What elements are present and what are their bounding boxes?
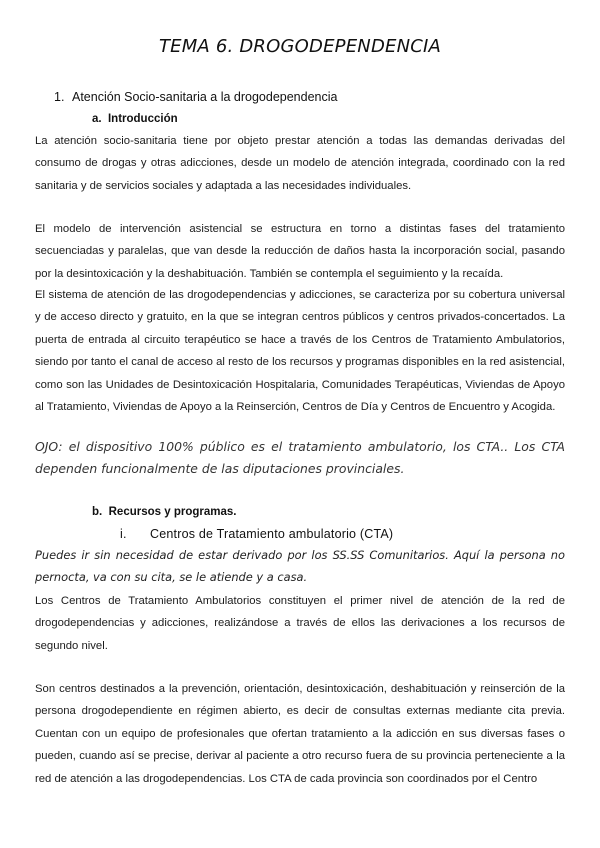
paragraph-system: El sistema de atención de las drogodependencias y adicciones, se caracteriza por su cobertura universal y de acceso directo y gratuito, en la que se integran centros públicos y centros privados-concertados. La puerta de entrada al circuito terapéutico se hace a través de los Centros de Tratamiento Ambulatorios, siendo por tanto el canal de acceso al resto de los recursos y programas disponibles en la red asistencial, como son las Unidades de Desintoxicación Hospitalaria, Comunidades Terapéuticas, Viviendas de Apoyo al Tratamiento, Viviendas de Apoyo a la Reinserción, Centros de Día y Centros de Encuentro y Acogida. [35,289,565,414]
document-title: TEMA 6. DROGODEPENDENCIA [158,36,442,57]
subsubsection-title: Centros de Tratamiento ambulatorio (CTA) [150,527,394,541]
subsection-heading-b [92,506,236,518]
note-cta: Puedes ir sin necesidad de estar derivado por los SS.SS Comunitarios. Aquí la persona no pernocta, va con su cita, se le atiende y a casa. [35,548,565,584]
section-title: Atención Socio-sanitaria a la drogodependencia [72,90,338,104]
paragraph-intro: La atención socio-sanitaria tiene por objeto prestar atención a todas las demandas derivadas del consumo de drogas y otras adicciones, desde un modelo de atención integrada, coordinado con la red sanitaria y de servicios sociales y adaptada a las necesidades individuales. [35,135,565,192]
subsection-title: Introducción [107,113,178,125]
section-number: 1. [54,90,65,104]
subsubsection-heading-i [120,527,393,541]
subsection-label: b. [92,506,103,518]
section-heading-1 [54,90,337,104]
paragraph-cta-2: Son centros destinados a la prevención, orientación, desintoxicación, deshabituación y reinserción de la persona drogodependiente en régimen abierto, es decir de consultas externas mediante cita previa. Cuentan con un equipo de profesionales que ofertan tratamiento a la adicción en sus diversas fases o pueden, cuando así se precise, derivar al paciente a otro recurso fuera de su provincia perteneciente a la red de atención a las drogodependencias. Los CTA de cada provincia son coordinados por el Centro [35,683,565,785]
paragraph-model: El modelo de intervención asistencial se estructura en torno a distintas fases del tratamiento secuenciadas y paralelas, que van desde la reducción de daños hasta la incorporación social, pasando por la desintoxicación y la deshabituación. También se contempla el seguimiento y la recaída. [35,223,565,280]
paragraph-cta-1: Los Centros de Tratamiento Ambulatorios constituyen el primer nivel de atención de la red de drogodependencias y adicciones, realizándose a través de ellos las derivaciones a los recursos de segundo nivel. [35,595,565,652]
note-ojo: OJO: el dispositivo 100% público es el tratamiento ambulatorio, los CTA.. Los CTA dependen funcionalmente de las diputaciones provinciales. [35,439,565,476]
subsubsection-label: i. [120,527,127,541]
subsection-title: Recursos y programas. [108,506,237,518]
subsection-heading-a [92,113,178,125]
subsection-label: a. [92,113,102,125]
